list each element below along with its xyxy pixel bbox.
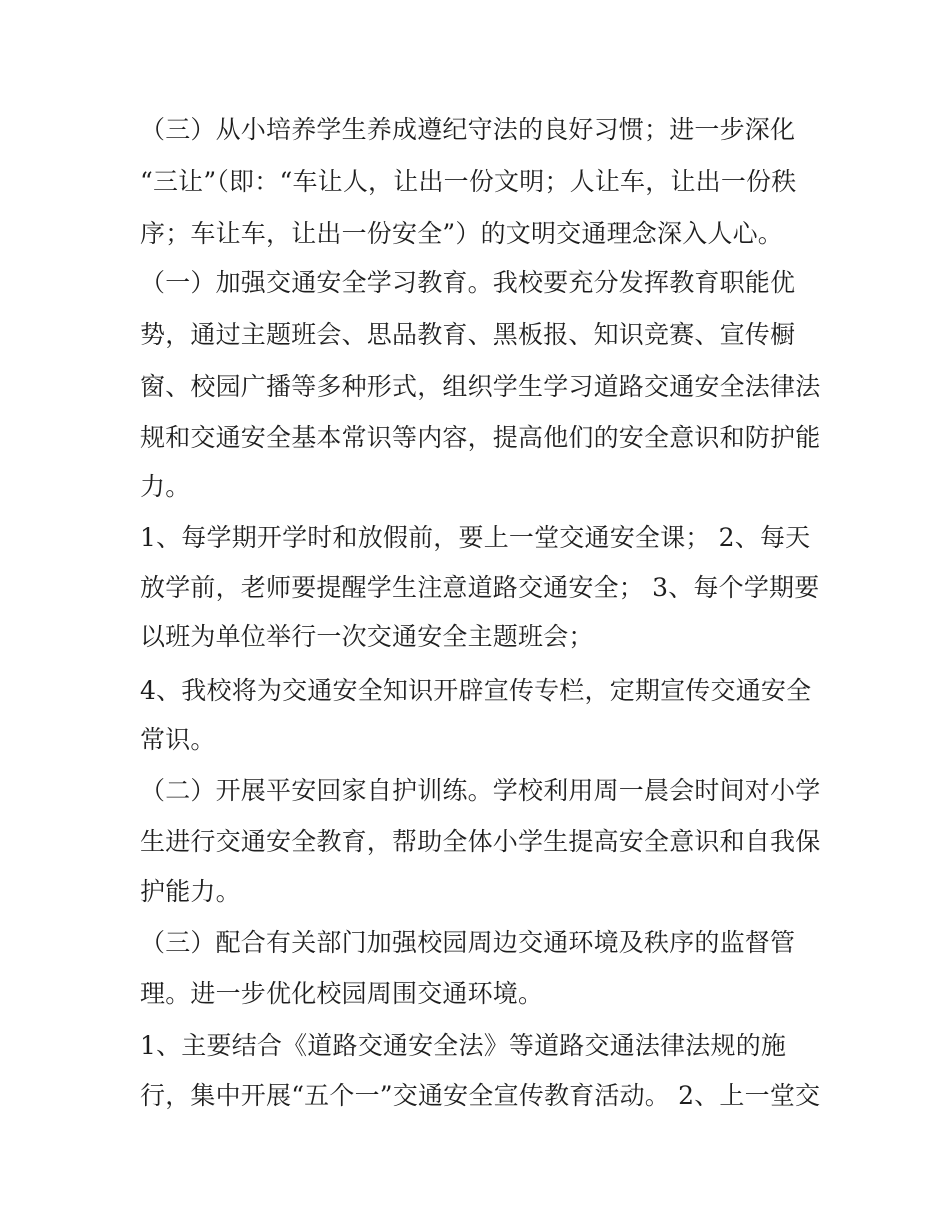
text-line: 行，集中开展“五个一”交通安全宣传教育活动。 2、上一堂交 <box>140 1081 821 1110</box>
text-line: 1、主要结合《道路交通安全法》等道路交通法律法规的施 <box>140 1031 787 1060</box>
text-line: 护能力。 <box>140 877 241 906</box>
text-line: 力。 <box>140 472 191 501</box>
text-line: 序；车让车，让出一份安全”）的文明交通理念深入人心。 <box>140 219 783 248</box>
text-line: （一）加强交通安全学习教育。我校要充分发挥教育职能优 <box>140 268 796 297</box>
text-line: 以班为单位举行一次交通安全主题班会； <box>140 622 594 651</box>
text-line: 理。进一步优化校园周围交通环境。 <box>140 979 544 1008</box>
text-line: “三让”（即：“车让人，让出一份文明；人让车，让出一份秩 <box>140 167 797 196</box>
text-line: （三）从小培养学生养成遵纪守法的良好习惯；进一步深化 <box>140 115 796 144</box>
text-line: 放学前，老师要提醒学生注意道路交通安全； 3、每个学期要 <box>140 573 820 602</box>
text-line: 窗、校园广播等多种形式，组织学生学习道路交通安全法律法 <box>140 372 821 401</box>
text-line: 常识。 <box>140 725 216 754</box>
text-line: （三）配合有关部门加强校园周边交通环境及秩序的监督管 <box>140 928 796 957</box>
text-line: （二）开展平安回家自护训练。学校利用周一晨会时间对小学 <box>140 776 821 805</box>
text-line: 势，通过主题班会、思品教育、黑板报、知识竞赛、宣传橱 <box>140 320 796 349</box>
text-line: 1、每学期开学时和放假前，要上一堂交通安全课； 2、每天 <box>140 523 811 552</box>
text-line: 4、我校将为交通安全知识开辟宣传专栏，定期宣传交通安全 <box>140 676 812 705</box>
text-line: 规和交通安全基本常识等内容，提高他们的安全意识和防护能 <box>140 423 821 452</box>
text-line: 生进行交通安全教育，帮助全体小学生提高安全意识和自我保 <box>140 827 821 856</box>
